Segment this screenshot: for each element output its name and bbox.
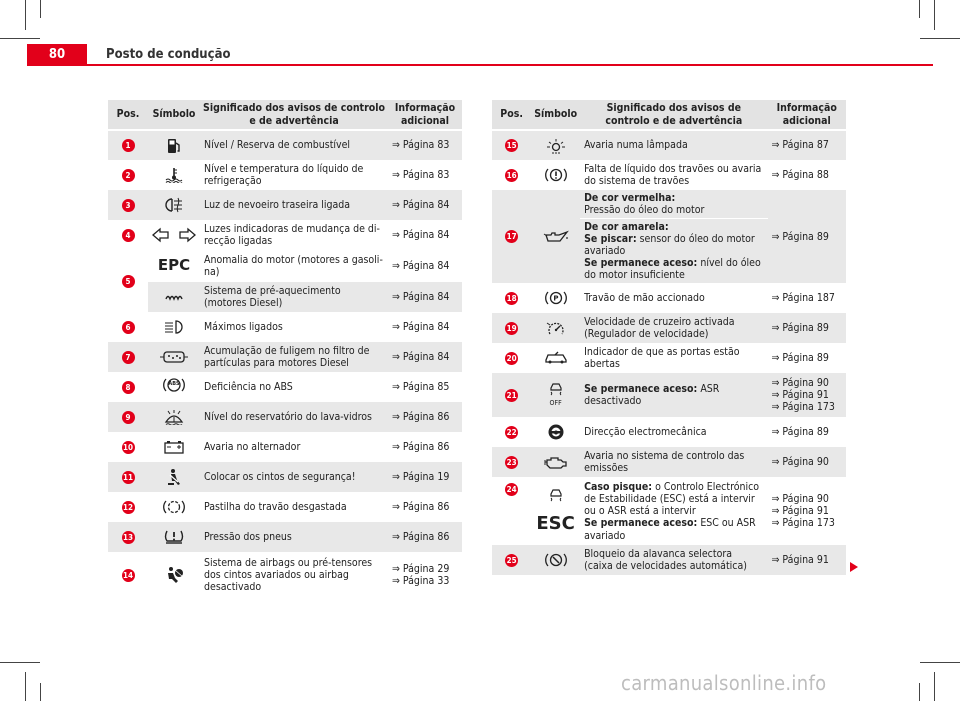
table-row — [108, 160, 462, 190]
meaning-text: ASR desactivado — [584, 383, 720, 408]
table-row — [492, 545, 846, 575]
page-reference-link[interactable]: ⇒ Página 89 — [771, 352, 829, 365]
crop-mark — [0, 38, 40, 39]
steering-wheel-icon — [547, 426, 565, 438]
page-number: 80 — [48, 47, 66, 62]
table-row — [492, 417, 846, 447]
position-number: 18 — [506, 293, 517, 303]
brake-pad-icon — [163, 501, 185, 513]
table-row — [492, 373, 846, 417]
page-reference-link[interactable]: ⇒ Página 86 — [392, 440, 450, 453]
steady-label: Se permanece aceso: — [584, 383, 698, 396]
table-row — [492, 283, 846, 313]
engine-emissions-icon — [544, 456, 568, 468]
page-reference-link[interactable]: ⇒ Página 89 — [771, 426, 829, 439]
page-reference-link[interactable]: ⇒ Página 89 — [771, 322, 829, 335]
crop-mark — [934, 672, 935, 701]
position-number: 1 — [122, 139, 135, 152]
page-reference-link[interactable]: ⇒ Página 29 — [392, 562, 450, 575]
coolant-temperature-icon — [164, 169, 184, 181]
meaning-text: Luz de nevoeiro traseira ligada — [200, 190, 388, 220]
meaning-text: Anomalia do motor (motores a gasolina) — [200, 250, 388, 282]
table-row — [492, 130, 846, 160]
table-row — [108, 190, 462, 220]
position-number: 16 — [506, 170, 517, 180]
table-row — [108, 522, 462, 552]
position-number: 11 — [122, 472, 133, 482]
warning-lights-table-left — [108, 100, 462, 598]
table-row — [108, 220, 462, 250]
table-row — [108, 432, 462, 462]
page-reference-link[interactable]: ⇒ Página 173 — [771, 517, 835, 530]
position-number: 24 — [506, 485, 517, 495]
column-header-info: Informação adicional — [388, 100, 462, 130]
diesel-particulate-filter-icon — [159, 351, 189, 363]
meaning-text: Travão de mão accionado — [580, 283, 767, 313]
meaning-text: Sistema de airbags ou pré-tensores dos cintos avariados ou airbag desactivado — [200, 552, 388, 598]
steady-label: Se permanece aceso: — [584, 517, 698, 530]
oil-can-icon — [543, 231, 569, 243]
esc-icon: ESC — [536, 488, 574, 535]
meaning-text: Pressão do óleo do motor — [584, 204, 705, 217]
table-row — [108, 462, 462, 492]
table-row — [108, 402, 462, 432]
position-number: 14 — [122, 570, 133, 580]
meaning-text: Avaria no sistema de controlo das emissões — [580, 447, 767, 477]
table-row — [108, 372, 462, 402]
position-number: 25 — [506, 555, 517, 565]
battery-icon — [163, 441, 185, 453]
epc-icon: EPC — [157, 256, 191, 275]
page-reference-link[interactable]: ⇒ Página 86 — [392, 500, 450, 513]
glow-plug-icon — [164, 291, 184, 303]
column-header-pos: Pos. — [108, 100, 148, 130]
page-reference-link[interactable]: ⇒ Página 19 — [392, 470, 450, 483]
page-reference-link[interactable]: ⇒ Página 91 — [771, 389, 829, 402]
crop-mark — [0, 662, 40, 663]
page-reference-link[interactable]: ⇒ Página 91 — [771, 554, 829, 567]
position-number: 4 — [122, 229, 135, 242]
position-number: 5 — [122, 275, 135, 288]
table-row — [108, 552, 462, 598]
parking-brake-icon — [545, 292, 567, 304]
table-row — [492, 447, 846, 477]
meaning-text: Direcção electromecânica — [580, 417, 767, 447]
position-number: 17 — [506, 232, 517, 242]
position-number: 12 — [122, 502, 133, 512]
meaning-text: ESC ou ASR avariado — [584, 517, 756, 542]
asr-off-icon: OFF — [548, 382, 564, 408]
red-label: De cor vermelha: — [584, 192, 676, 204]
table-row — [492, 313, 846, 343]
table-row — [492, 160, 846, 190]
page-reference-link[interactable]: ⇒ Página 83 — [392, 139, 450, 152]
warning-lights-table-right — [492, 100, 846, 575]
crop-mark — [920, 662, 960, 663]
crop-mark — [919, 0, 920, 18]
table-row — [108, 492, 462, 522]
meaning-text: Nível / Reserva de combustível — [200, 130, 388, 160]
page-reference-link[interactable]: ⇒ Página 84 — [392, 320, 450, 333]
meaning-text: Acumulação de fuligem no filtro de partículas para motores Diesel — [200, 342, 388, 372]
door-open-icon — [544, 352, 568, 364]
crop-mark — [25, 0, 26, 30]
watermark: carmanualsonline.info — [621, 671, 827, 695]
position-number: 20 — [506, 353, 517, 363]
position-number: 15 — [506, 141, 517, 150]
position-number: 6 — [122, 321, 135, 334]
abs-icon: ABS — [163, 377, 185, 393]
meaning-text: Bloqueio da alavanca selectora (caixa de velocidades automática) — [580, 545, 767, 575]
meaning-text: o Controlo Electrónico de Estabilidade (ESC) está a intervir ou o ASR está a intervir — [584, 481, 760, 518]
steady-label: Se permanece aceso: — [584, 257, 698, 270]
page-reference-link[interactable]: ⇒ Página 84 — [392, 198, 450, 211]
seat-belt-icon — [167, 471, 181, 483]
column-header-symbol: Símbolo — [148, 100, 200, 130]
header-rule — [87, 64, 933, 66]
svg-text:P: P — [553, 294, 559, 303]
position-number: 10 — [122, 442, 133, 452]
meaning-text: Avaria no alternador — [200, 432, 388, 462]
page-reference-link[interactable]: ⇒ Página 90 — [771, 377, 829, 390]
page-reference-link[interactable]: ⇒ Página 86 — [392, 530, 450, 543]
crop-mark — [920, 38, 960, 39]
brake-warning-icon — [545, 169, 567, 181]
washer-fluid-icon — [163, 411, 185, 423]
meaning-text: Pressão dos pneus — [200, 522, 388, 552]
bulb-failure-icon — [545, 140, 567, 152]
column-header-meaning: Significado dos avisos de controlo e de advertência — [580, 100, 767, 130]
position-number: 7 — [122, 351, 135, 364]
page-reference-link[interactable]: ⇒ Página 89 — [771, 230, 829, 243]
meaning-text: Colocar os cintos de segurança! — [200, 462, 388, 492]
cruise-control-icon — [546, 322, 566, 334]
position-number: 19 — [506, 323, 517, 333]
meaning-text: sensor do óleo do motor avariado — [584, 233, 755, 258]
position-number: 3 — [122, 199, 135, 212]
turn-signal-arrows-icon — [152, 229, 196, 241]
meaning-text: Pastilha do travão desgastada — [200, 492, 388, 522]
page-reference-link[interactable]: ⇒ Página 84 — [392, 228, 450, 241]
fuel-pump-icon — [167, 140, 181, 152]
page-title: Posto de condução — [106, 47, 231, 62]
page-reference-link[interactable]: ⇒ Página 83 — [392, 168, 450, 181]
meaning-text: Deficiência no ABS — [200, 372, 388, 402]
crop-mark — [40, 0, 41, 18]
meaning-text: Falta de líquido dos travões ou avaria do sistema de travões — [580, 160, 767, 190]
page-reference-link[interactable]: ⇒ Página 84 — [392, 259, 450, 272]
meaning-text: Luzes indicadoras de mudança de direcção ligadas — [200, 220, 388, 250]
position-number: 21 — [506, 390, 517, 400]
column-header-meaning: Significado dos avisos de controlo e de advertência — [200, 100, 388, 130]
meaning-text: Máximos ligados — [200, 312, 388, 342]
page-reference-link[interactable]: ⇒ Página 173 — [771, 401, 835, 414]
meaning-text: Indicador de que as portas estão abertas — [580, 343, 767, 373]
page-reference-link[interactable]: ⇒ Página 87 — [771, 139, 829, 152]
meaning-text: Velocidade de cruzeiro activada (Regulador de velocidade) — [580, 313, 767, 343]
table-row — [492, 190, 846, 219]
meaning-text: Avaria numa lâmpada — [580, 130, 767, 160]
high-beam-icon — [163, 321, 185, 333]
table-row — [108, 312, 462, 342]
crop-mark — [25, 672, 26, 701]
page-reference-link[interactable]: ⇒ Página 84 — [392, 290, 450, 303]
meaning-text: nível do óleo do motor insuficiente — [584, 257, 761, 282]
page-reference-link[interactable]: ⇒ Página 88 — [771, 168, 829, 181]
position-number: 2 — [122, 169, 135, 182]
page-reference-link[interactable]: ⇒ Página 33 — [392, 575, 450, 587]
crop-mark — [919, 683, 920, 701]
page-reference-link[interactable]: ⇒ Página 84 — [392, 350, 450, 363]
blink-label: Se piscar: — [584, 233, 637, 246]
page-reference-link[interactable]: ⇒ Página 187 — [771, 292, 835, 305]
table-row — [492, 477, 846, 545]
position-number: 22 — [506, 427, 517, 437]
column-header-symbol: Símbolo — [531, 100, 580, 130]
continue-arrow-icon — [850, 562, 858, 572]
position-number: 8 — [122, 381, 135, 394]
page-reference-link[interactable]: ⇒ Página 90 — [771, 493, 829, 506]
table-row — [492, 343, 846, 373]
page-reference-link[interactable]: ⇒ Página 91 — [771, 505, 829, 518]
table-row — [108, 130, 462, 160]
page-reference-link[interactable]: ⇒ Página 90 — [771, 456, 829, 469]
meaning-text: Nível e temperatura do líquido de refrigeração — [200, 160, 388, 190]
airbag-icon — [164, 569, 184, 581]
page-reference-link[interactable]: ⇒ Página 86 — [392, 410, 450, 423]
column-header-pos: Pos. — [492, 100, 531, 130]
position-number: 23 — [506, 457, 517, 467]
tyre-pressure-icon — [163, 531, 185, 543]
meaning-text: Nível do reservatório do lava-vidros — [200, 402, 388, 432]
position-number: 13 — [122, 532, 133, 542]
page-reference-link[interactable]: ⇒ Página 85 — [392, 380, 450, 393]
crop-mark — [934, 0, 935, 30]
amber-label: De cor amarela: — [584, 221, 669, 234]
crop-mark — [40, 683, 41, 701]
gear-lever-lock-icon — [545, 554, 567, 566]
table-row — [108, 250, 462, 282]
table-row — [108, 282, 462, 312]
position-number: 9 — [122, 411, 135, 424]
table-row — [108, 342, 462, 372]
rear-fog-light-icon — [163, 199, 185, 211]
column-header-info: Informação adicional — [768, 100, 846, 130]
meaning-text: Sistema de pré-aquecimento (motores Diesel) — [200, 282, 388, 312]
blink-label: Caso pisque: — [584, 481, 653, 494]
